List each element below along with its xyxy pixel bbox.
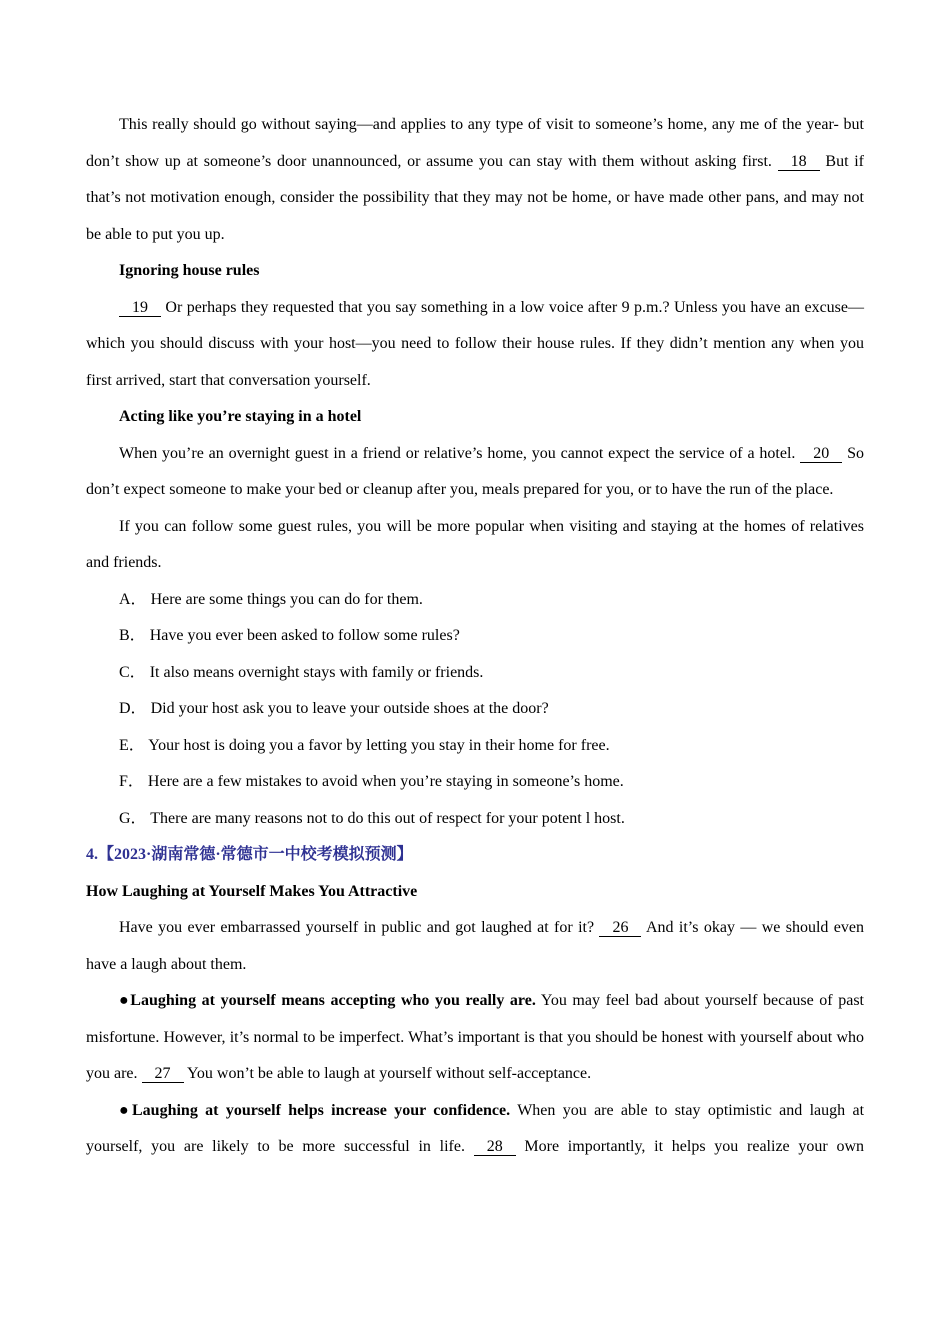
option-text: Your host is doing you a favor by letting you stay in their home for free. bbox=[148, 736, 610, 754]
option-label: A． bbox=[119, 590, 147, 608]
option-text: Here are some things you can do for them. bbox=[150, 590, 423, 608]
heading-ignoring-house-rules: Ignoring house rules bbox=[119, 262, 260, 279]
paragraph-house-rules bbox=[86, 290, 864, 400]
paragraph-embarrassed bbox=[86, 910, 864, 983]
passage-title-laughing: How Laughing at Yourself Makes You Attractive bbox=[86, 882, 418, 900]
paragraph-conclusion: If you can follow some guest rules, you will be more popular when visiting and staying at the homes of relatives and friends. bbox=[86, 517, 864, 571]
bullet-paragraph-accepting bbox=[86, 983, 864, 1093]
blank-26: 26 bbox=[599, 919, 641, 937]
option-text: Have you ever been asked to follow some rules? bbox=[149, 627, 460, 644]
option-text: It also means overnight stays with family or friends. bbox=[149, 663, 484, 681]
option-label: D． bbox=[119, 700, 147, 717]
option-label: G． bbox=[119, 809, 147, 827]
option-text: Did your host ask you to leave your outside shoes at the door? bbox=[150, 700, 549, 717]
option-a bbox=[86, 582, 864, 619]
section-heading-exam-source: 4.【2023·湖南常德·常德市一中校考模拟预测】 bbox=[86, 846, 413, 863]
option-text: Here are a few mistakes to avoid when you’re staying in someone’s home. bbox=[147, 773, 624, 790]
bullet-lead-text: ●Laughing at yourself means accepting who you really are. bbox=[119, 992, 536, 1009]
option-f bbox=[86, 764, 864, 801]
paragraph-text: This really should go without saying—and applies to any type of visit to someone’s home, any me of the year- but don’t show up at someone’s door unannounced, or assume you can stay with them without asking first. bbox=[86, 116, 864, 170]
paragraph-overnight-guest bbox=[86, 436, 864, 509]
option-c bbox=[86, 655, 864, 692]
option-label: F． bbox=[119, 773, 144, 790]
bullet-lead-text: ●Laughing at yourself helps increase your confidence. bbox=[119, 1101, 511, 1119]
option-label: C． bbox=[119, 663, 146, 681]
paragraph-text: More importantly, it helps you realize your own bbox=[524, 1138, 865, 1155]
paragraph-text: When you are able to stay optimistic and laugh at yourself, you are likely to be more successful in life. bbox=[86, 1101, 865, 1155]
bullet-paragraph-confidence bbox=[86, 1093, 864, 1166]
blank-28: 28 bbox=[474, 1138, 516, 1156]
paragraph-text: But if that’s not motivation enough, consider the possibility that they may not be home, or have made other pans, and may not be able to put you up. bbox=[86, 152, 865, 243]
paragraph-text: When you’re an overnight guest in a friend or relative’s home, you cannot expect the service of a hotel. bbox=[119, 444, 796, 462]
blank-18: 18 bbox=[778, 153, 820, 171]
paragraph-text: So don’t expect someone to make your bed or cleanup after you, meals prepared for you, or to have the run of the place. bbox=[86, 444, 865, 498]
option-g bbox=[86, 801, 864, 838]
paragraph-text: And it’s okay — we should even have a laugh about them. bbox=[86, 919, 865, 973]
paragraph-text: You won’t be able to laugh at yourself without self-acceptance. bbox=[186, 1065, 592, 1082]
paragraph-text: Or perhaps they requested that you say something in a low voice after 9 p.m.? Unless you have an excuse—which you should discuss with your host—you need to follow their house rules. If they didn’t mention any when you first arrived, start that conversation yourself. bbox=[86, 298, 864, 389]
option-label: B． bbox=[119, 627, 146, 644]
paragraph-unannounced-visit bbox=[86, 107, 864, 253]
option-text: There are many reasons not to do this out of respect for your potent l host. bbox=[150, 809, 625, 827]
option-label: E． bbox=[119, 736, 145, 754]
blank-20: 20 bbox=[800, 445, 842, 463]
option-e bbox=[86, 728, 864, 765]
heading-acting-like-hotel: Acting like you’re staying in a hotel bbox=[119, 408, 362, 425]
blank-27: 27 bbox=[142, 1065, 184, 1083]
option-d bbox=[86, 691, 864, 728]
paragraph-text: Have you ever embarrassed yourself in public and got laughed at for it? bbox=[119, 919, 595, 936]
blank-19: 19 bbox=[119, 299, 161, 317]
paragraph-text: You may feel bad about yourself because of past misfortune. However, it’s normal to be imperfect. What’s important is that you should be honest with yourself about who you are. bbox=[86, 992, 865, 1082]
option-b bbox=[86, 618, 864, 655]
